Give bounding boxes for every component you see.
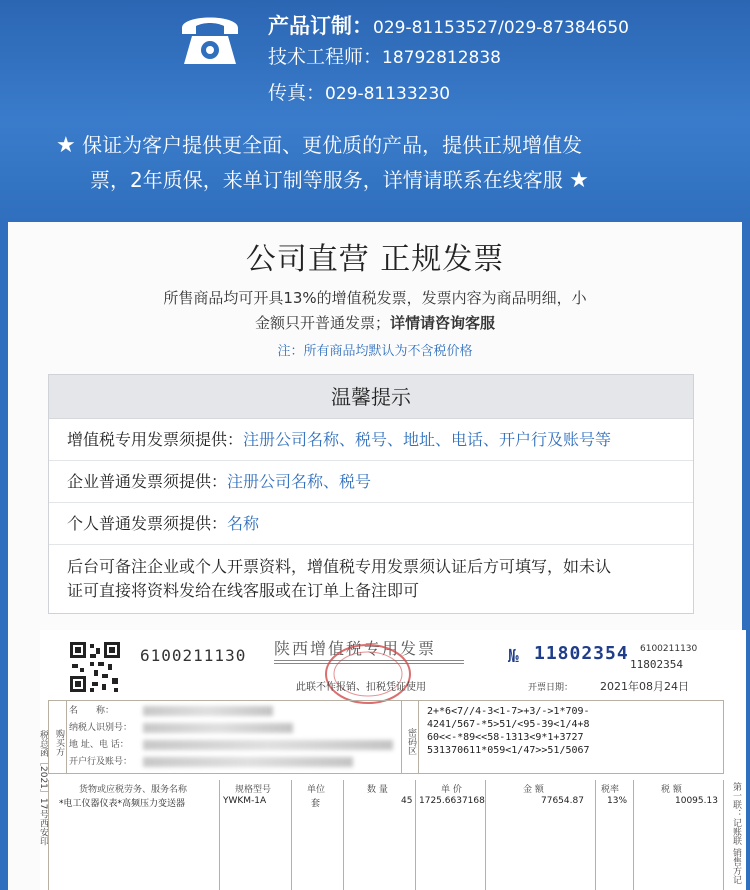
buyer-field-label: 名 称： (69, 706, 115, 716)
goods-header-tax: 税 额 (661, 785, 682, 795)
column-divider (415, 780, 416, 890)
tips-box (48, 374, 694, 614)
star-icon: ★ (56, 133, 76, 158)
star-icon: ★ (569, 168, 589, 193)
goods-item-qty: 45 (401, 796, 413, 806)
column-divider (343, 780, 344, 890)
buyer-name-field (69, 703, 409, 720)
goods-header-price: 单 价 (441, 785, 462, 795)
tip-remark-line-2: 证可直接将资料发给在线客服或在订单上备注即可 (67, 581, 420, 600)
goods-header-unit: 单位 (307, 785, 326, 795)
buyer-side-label: 购买方 (49, 701, 67, 773)
invoice-title: 陕西增值税专用发票 (274, 639, 437, 658)
password-line: 531370611*059<1/47>>51/5067 (427, 745, 590, 756)
column-divider (595, 780, 596, 890)
password-area (427, 705, 723, 757)
invoice-right-margin-text: 第一联：记账联 销售方记 (731, 782, 741, 884)
buyer-field-label: 纳税人识别号： (69, 723, 133, 733)
invoice-number-small: 11802354 (630, 658, 683, 671)
column-divider (633, 780, 634, 890)
tax-seal-icon (324, 642, 412, 706)
goods-item-unit: 套 (311, 799, 321, 809)
tip-remark-line-1: 后台可备注企业或个人开票资料，增值税专用发票须认证后方可填写，如未认 (67, 557, 612, 576)
engineer-label: 技术工程师： (268, 46, 383, 68)
guarantee-line-1 (56, 128, 706, 163)
custom-order-phone[interactable]: 029-81153527/029-87384650 (373, 18, 629, 38)
tip-row-personal (49, 503, 693, 545)
fax-number: 029-81133230 (325, 84, 451, 104)
custom-order-line (268, 10, 629, 40)
password-line: 60<<-*89<<58-1313<9*1+3727 (427, 732, 584, 743)
blurred-value (143, 757, 353, 767)
tip-label: 个人普通发票须提供： (67, 514, 228, 533)
issue-date-label: 开票日期： (528, 683, 574, 693)
goods-header-spec: 规格型号 (235, 785, 272, 795)
fax-label: 传真： (268, 82, 326, 104)
invoice-code: 6100211130 (140, 646, 247, 665)
card-title: 公司直营 正规发票 (245, 242, 505, 277)
goods-item-name: *电工仪器仪表*高频压力变送器 (59, 799, 186, 809)
desc-line-1: 所售商品均可开具13%的增值税发票，发票内容为商品明细，小 (163, 289, 587, 307)
buyer-address-field (69, 737, 409, 754)
desc-line-2-bold: 详情请咨询客服 (390, 314, 496, 332)
password-line: 2+*6<7//4-3<1-7>+3/->1*709- (427, 706, 590, 717)
goods-item-price: 1725.6637168 (419, 796, 485, 806)
buyer-section (48, 700, 724, 774)
tip-label: 增值税专用发票须提供： (67, 430, 244, 449)
invoice-info-card (8, 222, 742, 890)
buyer-field-label: 开户行及账号： (69, 757, 133, 767)
goods-header-amount: 金 额 (523, 785, 544, 795)
guarantee-line-2 (56, 163, 706, 198)
invoice-code-small: 6100211130 (640, 644, 698, 654)
qr-code-icon (68, 640, 122, 694)
blurred-value (143, 740, 393, 750)
column-divider (485, 780, 486, 890)
tip-row-company (49, 461, 693, 503)
desc-line-2-plain: 金额只开普通发票； (254, 314, 390, 332)
invoice-left-margin-text: 税总函［2021］17号西安印 (38, 730, 48, 846)
column-divider (291, 780, 292, 890)
goods-header-qty: 数 量 (367, 785, 388, 795)
tip-row-vat (49, 419, 693, 461)
tip-value: 注册公司名称、税号 (227, 472, 372, 491)
goods-header-name: 货物或应税劳务、服务名称 (79, 785, 188, 795)
buyer-bank-field (69, 754, 409, 771)
number-sign: № (508, 646, 519, 667)
buyer-taxid-field (69, 720, 409, 737)
engineer-line (268, 42, 501, 69)
goods-item-tax: 10095.13 (675, 796, 718, 806)
goods-item-amount: 77654.87 (541, 796, 584, 806)
invoice-subtitle: 此联不作报销、扣税凭证使用 (296, 682, 426, 693)
goods-header-rate: 税率 (601, 785, 620, 795)
blurred-value (143, 723, 293, 733)
column-divider (219, 780, 220, 890)
guarantee-text (56, 128, 706, 198)
blurred-value (143, 706, 273, 716)
desc-line-2 (8, 311, 742, 336)
buyer-fields (69, 703, 409, 771)
tip-row-remark (49, 545, 693, 603)
tip-value: 名称 (227, 514, 260, 533)
sample-invoice-image (40, 630, 746, 890)
issue-date: 2021年08月24日 (600, 680, 689, 693)
tax-note: 注：所有商品均默认为不含税价格 (277, 344, 473, 359)
password-line: 4241/567-*5>51/<95-39<1/4+8 (427, 719, 590, 730)
tips-title: 温馨提示 (49, 375, 693, 419)
fax-line (268, 78, 450, 105)
goods-item-spec: YWKM-1A (223, 796, 267, 806)
goods-table (48, 780, 724, 890)
card-description (8, 286, 742, 336)
guarantee-text-1: 保证为客户提供更全面、更优质的产品，提供正规增值发 (82, 133, 583, 157)
invoice-number: 11802354 (534, 643, 629, 664)
buyer-field-label: 地 址、电 话： (69, 740, 129, 750)
engineer-phone[interactable]: 18792812838 (382, 48, 501, 68)
goods-item-rate: 13% (607, 796, 628, 806)
telephone-icon (176, 6, 244, 68)
password-area-label: 密码区 (401, 701, 419, 773)
custom-order-label: 产品订制： (268, 14, 373, 38)
tip-value: 注册公司名称、税号、地址、电话、开户行及账号等 (243, 430, 612, 449)
header-banner (0, 0, 750, 222)
tip-label: 企业普通发票须提供： (67, 472, 228, 491)
guarantee-text-2: 票，2年质保，来单订制等服务，详情请联系在线客服 (90, 168, 563, 192)
